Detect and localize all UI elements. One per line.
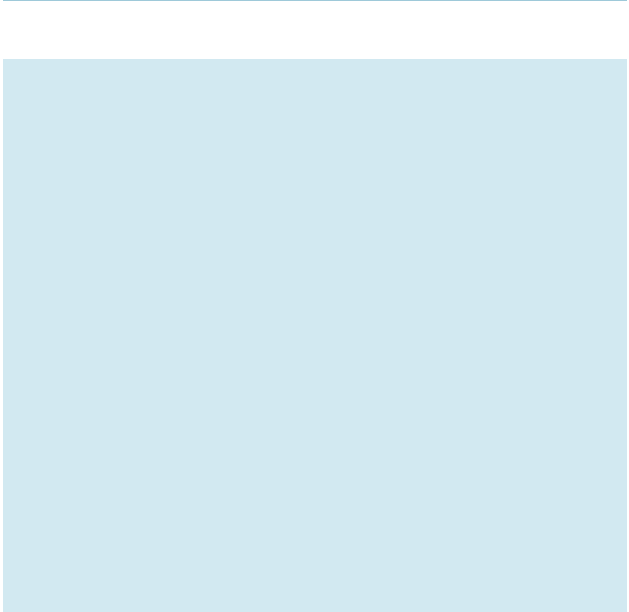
table-row-continued (3, 0, 627, 59)
table-row-blueprints (3, 58, 627, 612)
